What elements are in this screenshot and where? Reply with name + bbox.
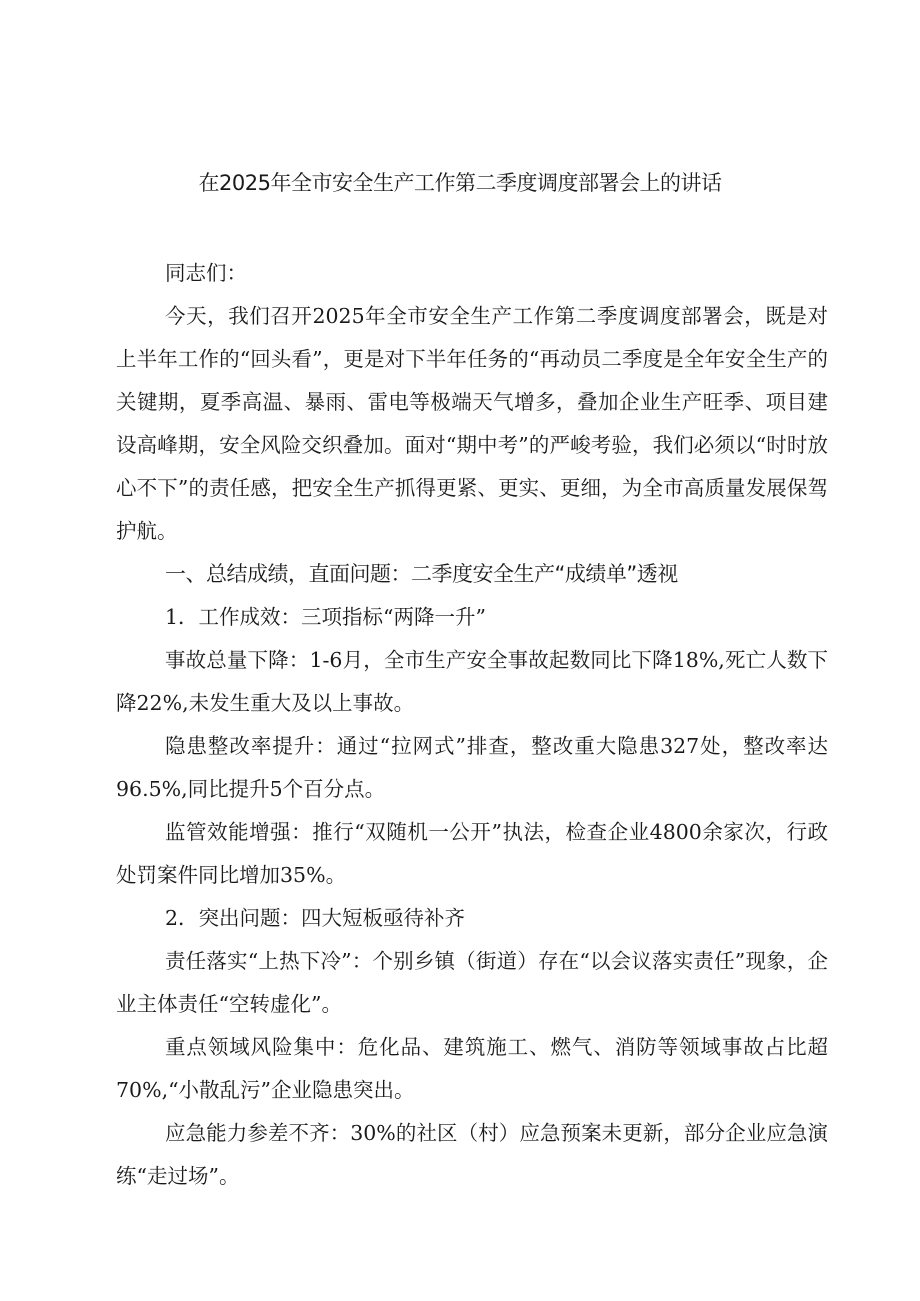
achievement-paragraph: 事故总量下降：1-6月，全市生产安全事故起数同比下降18%,死亡人数下降22%,未发生重大及以上事故。: [116, 648, 828, 715]
achievement-paragraph: 监管效能增强：推行“双随机一公开”执法，检查企业4800余家次，行政处罚案件同比增加35%。: [116, 820, 828, 887]
problem-paragraph: 应急能力参差不齐：30%的社区（村）应急预案未更新，部分企业应急演练“走过场”。: [116, 1121, 828, 1188]
document-title: 在2025年全市安全生产工作第二季度调度部署会上的讲话: [198, 171, 722, 195]
subsection-heading-achievements: 1．工作成效：三项指标“两降一升”: [165, 605, 487, 629]
intro-paragraph: 今天，我们召开2025年全市安全生产工作第二季度调度部署会，既是对上半年工作的“回头看”，更是对下半年任务的“再动员二季度是全年安全生产的关键期，夏季高温、暴雨、雷电等极端天气增多，叠加企业生产旺季、项目建设高峰期，安全风险交织叠加。面对“期中考”的严峻考验，我们必须以“时时放心不下”的责任感，把安全生产抓得更紧、更实、更细，为全市高质量发展保驾护航。: [116, 304, 828, 543]
salutation: 同志们：: [165, 261, 247, 285]
problem-paragraph: 重点领域风险集中：危化品、建筑施工、燃气、消防等领域事故占比超70%,“小散乱污”企业隐患突出。: [116, 1035, 828, 1102]
section-heading: 一、总结成绩，直面问题：二季度安全生产“成绩单”透视: [165, 562, 678, 586]
problem-paragraph: 责任落实“上热下冷”：个别乡镇（街道）存在“以会议落实责任”现象，企业主体责任“空转虚化”。: [116, 949, 828, 1016]
subsection-heading-problems: 2．突出问题：四大短板亟待补齐: [165, 906, 466, 930]
document-body: [116, 252, 828, 1198]
achievement-paragraph: 隐患整改率提升：通过“拉网式”排查，整改重大隐患327处，整改率达96.5%,同比提升5个百分点。: [116, 734, 828, 801]
